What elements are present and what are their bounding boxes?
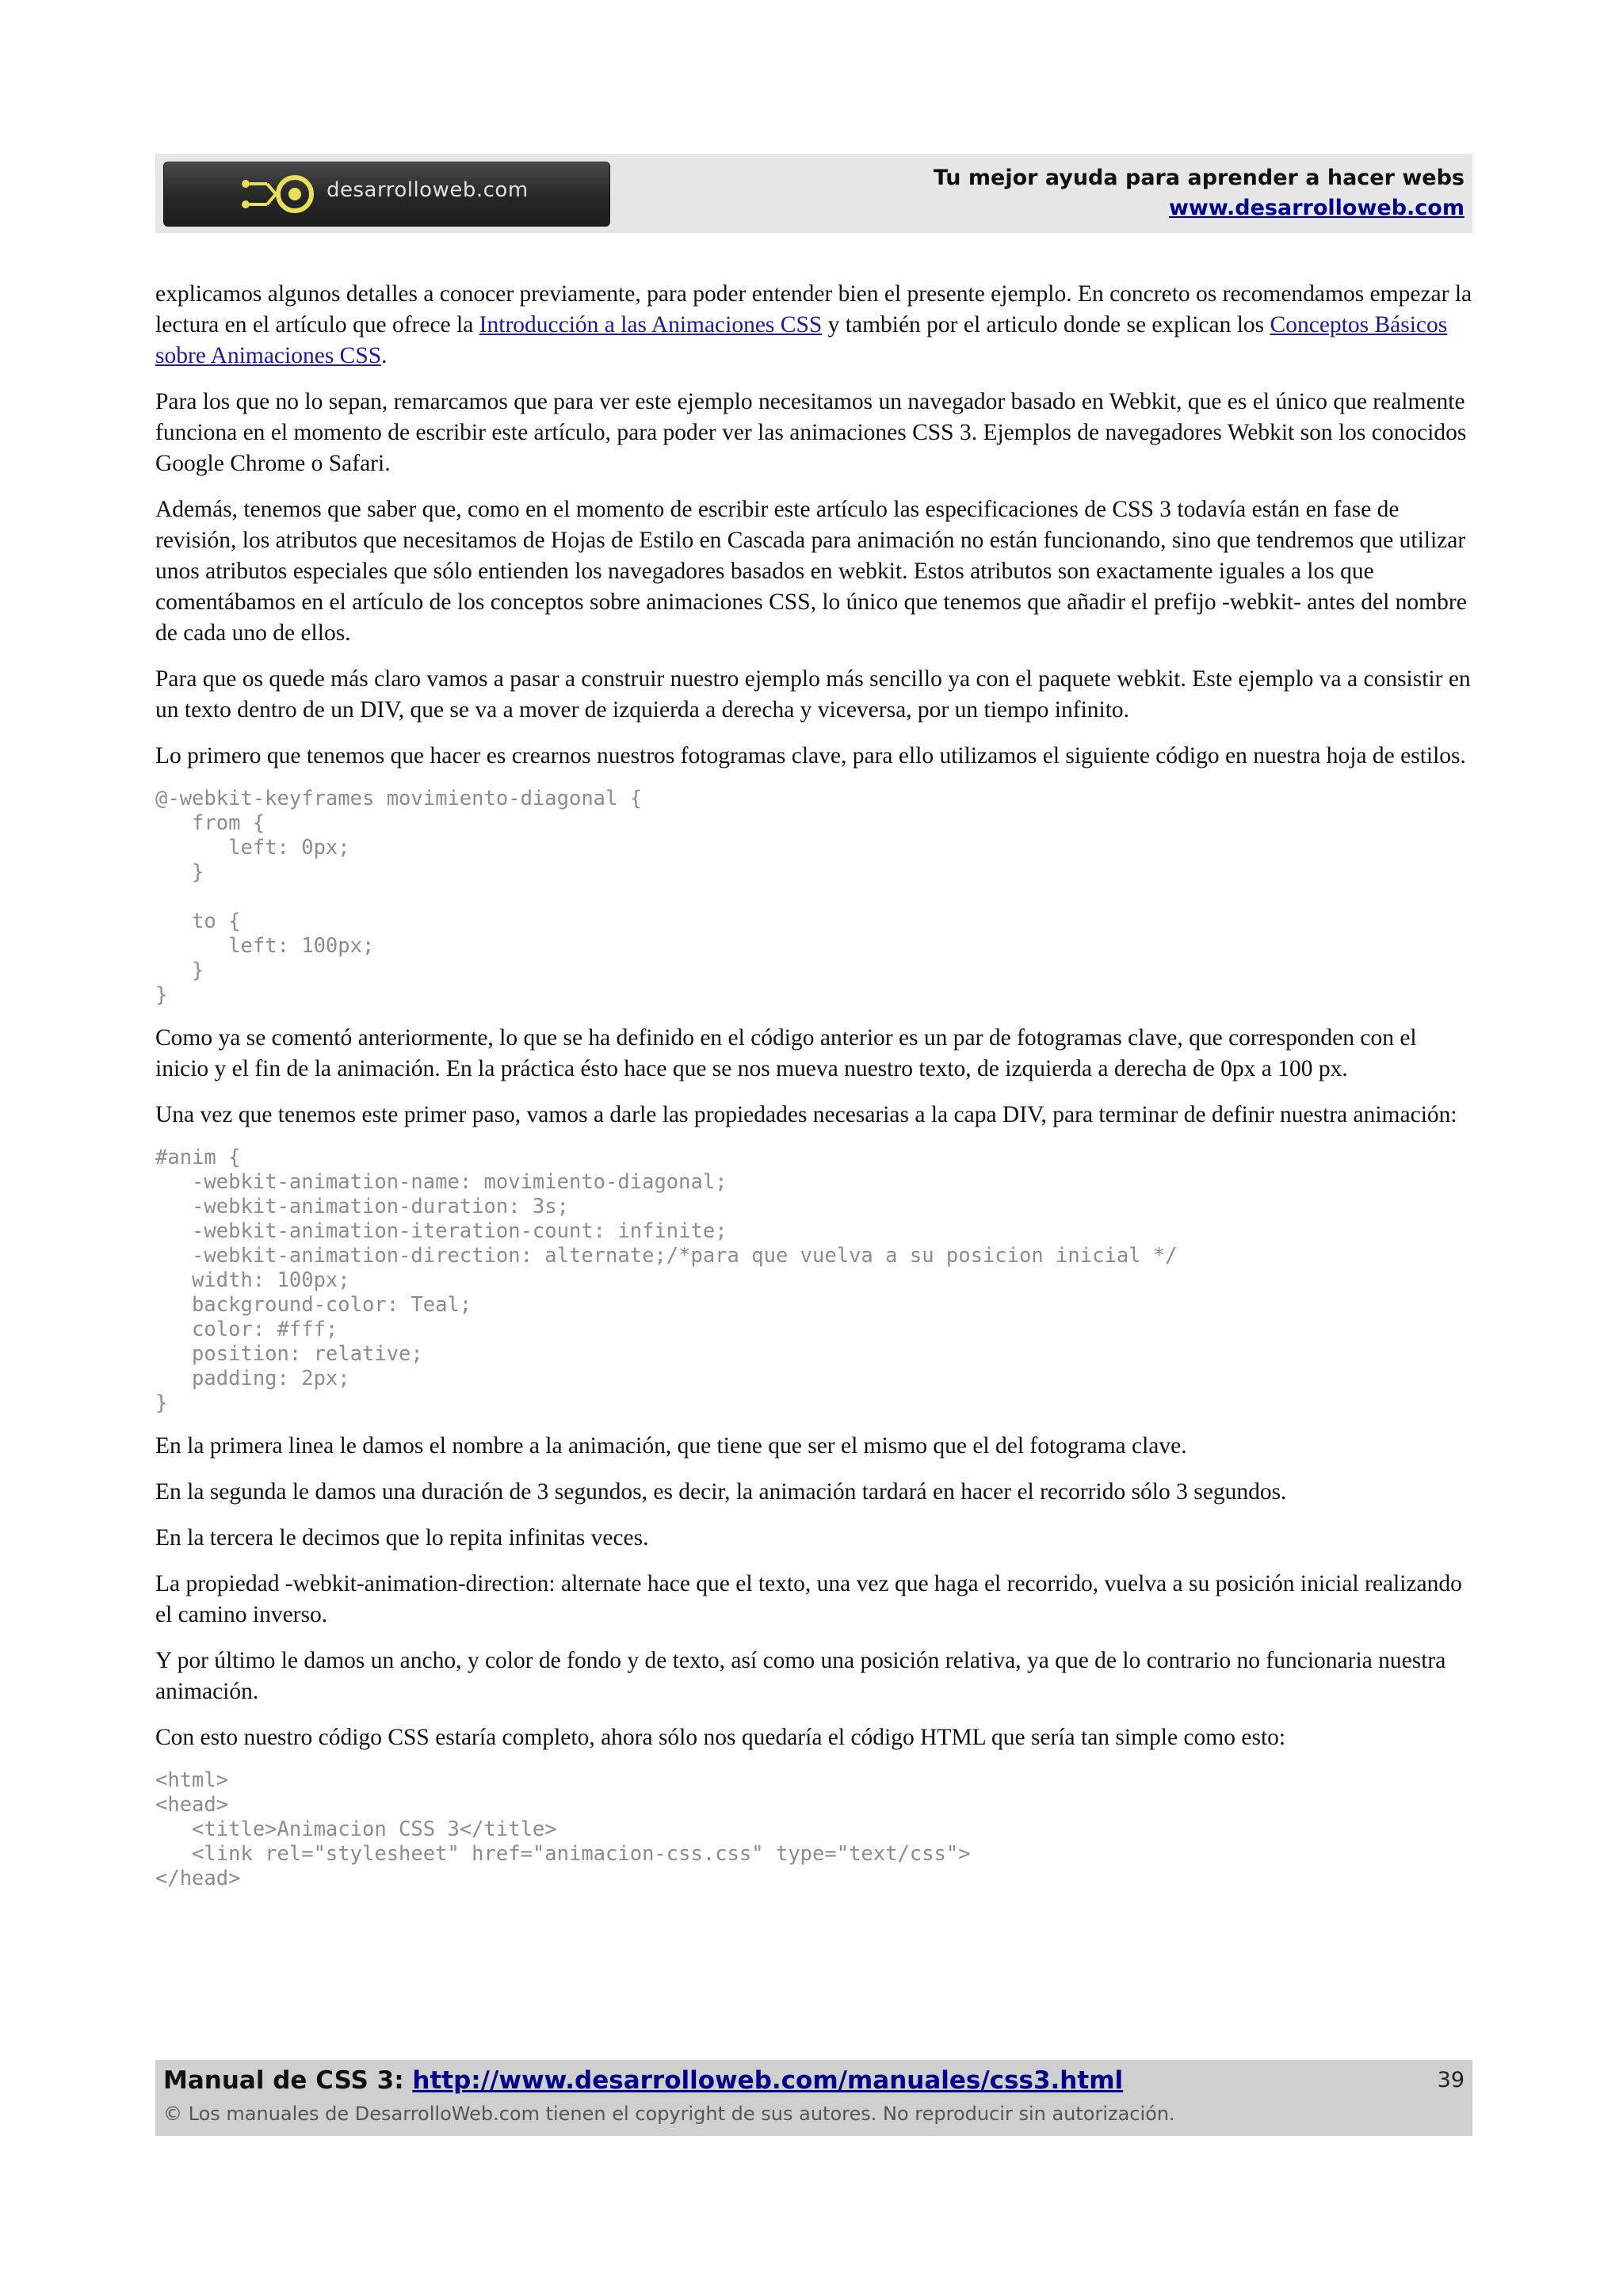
text-span: .: [381, 343, 388, 368]
footer-title-text: Manual de CSS 3:: [163, 2066, 413, 2095]
paragraph: [155, 279, 1474, 372]
desarrolloweb-logo[interactable]: [163, 162, 610, 227]
logo-text: desarrolloweb.com: [327, 178, 529, 202]
logo-symbol-icon: [239, 174, 319, 215]
header-tagline: [934, 163, 1465, 223]
text-span: y también por el articulo donde se explican los: [822, 312, 1270, 338]
text-span: explicamos algunos detalles a conocer previamente, para poder entender bien el presente ejemplo. En concreto os recomendamos empezar la lectura en el artículo que ofrece la: [155, 281, 1472, 338]
manual-link[interactable]: http://www.desarrolloweb.com/manuales/css3.html: [412, 2066, 1124, 2095]
site-link[interactable]: www.desarrolloweb.com: [1168, 196, 1465, 220]
footer-title: [163, 2066, 1123, 2095]
footer-copyright: © Los manuales de DesarrolloWeb.com tienen el copyright de sus autores. No reproducir sin autorización.: [163, 2103, 1175, 2125]
page-footer: [155, 2060, 1472, 2136]
page-number: 39: [1437, 2068, 1465, 2092]
link-conceptos-basicos[interactable]: Conceptos Básicos sobre Animaciones CSS: [155, 312, 1448, 368]
paragraph: En la segunda le damos una duración de 3 segundos, es decir, la animación tardará en hacer el recorrido sólo 3 segundos.: [155, 1479, 1287, 1505]
paragraph: Lo primero que tenemos que hacer es crearnos nuestros fotogramas clave, para ello utilizamos el siguiente código en nuestra hoja de estilos.: [155, 743, 1466, 769]
paragraph: En la primera linea le damos el nombre a la animación, que tiene que ser el mismo que el del fotograma clave.: [155, 1433, 1187, 1459]
paragraph: Para que os quede más claro vamos a pasar a construir nuestro ejemplo más sencillo ya con el paquete webkit. Este ejemplo va a consistir en un texto dentro de un DIV, que se va a mover de izquierda a derecha y viceversa, por un tiempo infinito.: [155, 666, 1471, 723]
code-block-anim: #anim { -webkit-animation-name: movimiento-diagonal; -webkit-animation-duration: 3s; -webkit-animation-iteration-count: infinite; -webkit-animation-direction: alternate;/*para que vuelva a su posicion inicial */ width: 100px; background-color: Teal; color: #fff; position: relative; padding: 2px; }: [155, 1146, 1178, 1415]
article-body: [155, 279, 1474, 1906]
paragraph: Además, tenemos que saber que, como en el momento de escribir este artículo las especificaciones de CSS 3 todavía están en fase de revisión, los atributos que necesitamos de Hojas de Estilo en Cascada para animación no están funcionando, sino que tendremos que utilizar unos atributos especiales que sólo entienden los navegadores basados en webkit. Estos atributos son exactamente iguales a los que comentábamos en el artículo de los conceptos sobre animaciones CSS, lo único que tenemos que añadir el prefijo -webkit- antes del nombre de cada uno de ellos.: [155, 497, 1467, 646]
tagline-text: Tu mejor ayuda para aprender a hacer webs: [933, 166, 1465, 190]
paragraph: Como ya se comentó anteriormente, lo que se ha definido en el código anterior es un par de fotogramas clave, que corresponden con el inicio y el fin de la animación. En la práctica ésto hace que se nos mueva nuestro texto, de izquierda a derecha de 0px a 100 px.: [155, 1025, 1417, 1081]
paragraph: Y por último le damos un ancho, y color de fondo y de texto, así como una posición relativa, ya que de lo contrario no funcionaria nuestra animación.: [155, 1648, 1446, 1704]
paragraph: Con esto nuestro código CSS estaría completo, ahora sólo nos quedaría el código HTML que sería tan simple como esto:: [155, 1725, 1286, 1750]
paragraph: Para los que no lo sepan, remarcamos que para ver este ejemplo necesitamos un navegador basado en Webkit, que es el único que realmente funciona en el momento de escribir este artículo, para poder ver las animaciones CSS 3. Ejemplos de navegadores Webkit son los conocidos Google Chrome o Safari.: [155, 389, 1467, 476]
paragraph: Una vez que tenemos este primer paso, vamos a darle las propiedades necesarias a la capa DIV, para terminar de definir nuestra animación:: [155, 1102, 1457, 1127]
link-introduccion-animaciones[interactable]: Introducción a las Animaciones CSS: [479, 312, 823, 338]
page-header: [155, 154, 1472, 233]
paragraph: En la tercera le decimos que lo repita infinitas veces.: [155, 1525, 649, 1550]
code-block-keyframes: @-webkit-keyframes movimiento-diagonal { from { left: 0px; } to { left: 100px; } }: [155, 787, 643, 1007]
code-block-html: <html> <head> <title>Animacion CSS 3</title> <link rel="stylesheet" href="animacion-css.css" type="text/css"> </head>: [155, 1768, 971, 1890]
paragraph: La propiedad -webkit-animation-direction: alternate hace que el texto, una vez que haga el recorrido, vuelva a su posición inicial realizando el camino inverso.: [155, 1571, 1462, 1627]
